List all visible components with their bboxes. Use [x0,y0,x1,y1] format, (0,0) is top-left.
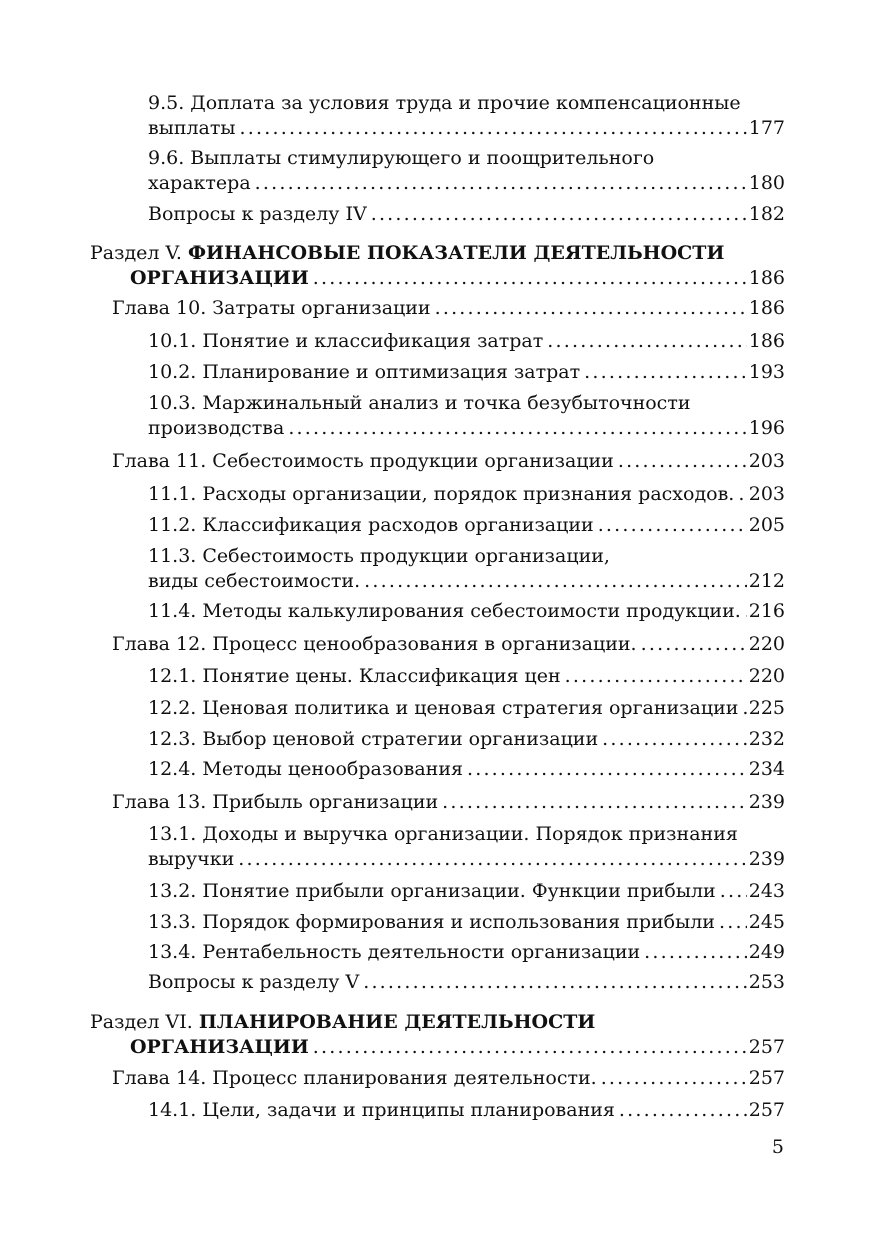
dot-leader [641,632,747,657]
toc-section-heading [90,241,785,291]
dot-leader [442,790,747,815]
toc-entry [148,482,785,507]
dot-leader [547,329,746,354]
toc-chapter [112,790,785,815]
toc-entry-title: 11.2. Классификация расходов организации [148,514,594,536]
dot-leader [644,940,747,965]
toc-page-number: 216 [748,600,785,622]
dot-leader [618,449,747,474]
toc-chapter [112,1066,785,1091]
toc-entry [148,360,785,385]
toc-entry-title-line1: 9.6. Выплаты стимулирующего и поощрительного [148,147,655,169]
dot-leader [584,360,747,385]
toc-page-number: 186 [748,297,785,319]
section-title-line1: ФИНАНСОВЫЕ ПОКАЗАТЕЛИ ДЕЯТЕЛЬНОСТИ [188,242,725,264]
toc-entry [148,664,785,689]
toc-entry-title: 14.1. Цели, задачи и принципы планирования [148,1099,615,1121]
toc-entry-title: Глава 12. Процесс ценообразования в организации. [112,633,637,655]
dot-leader [240,116,747,141]
toc-entry-title: 13.3. Порядок формирования и использования прибыли [148,911,715,933]
toc-page-number: 257 [748,1067,785,1089]
toc-page-number: 186 [748,330,785,352]
toc-page-number: 220 [748,665,785,687]
toc-entry [148,910,785,935]
toc-page-number: 239 [748,848,785,870]
toc-entry [148,544,785,594]
toc-entry-title: виды себестоимости. [148,570,361,592]
dot-leader [742,696,746,721]
toc-entry-title-line1: 9.5. Доплата за условия труда и прочие компенсационные [148,92,741,114]
dot-leader [745,599,747,624]
toc-entry [148,727,785,752]
page-number: 5 [771,1136,784,1158]
toc-page-number: 243 [748,880,785,902]
dot-leader [371,202,747,227]
toc-page-number: 193 [748,361,785,383]
toc-entry [148,146,785,196]
dot-leader [719,910,747,935]
dot-leader [565,664,747,689]
toc-entry-title: характера [148,172,251,194]
toc-page-number: 234 [748,758,785,780]
toc-entry [148,1098,785,1123]
section-title-line1: ПЛАНИРОВАНИЕ ДЕЯТЕЛЬНОСТИ [198,1011,596,1033]
toc-entry [148,599,785,624]
toc-page-number: 220 [748,633,785,655]
toc-entry-title: 10.2. Планирование и оптимизация затрат [148,361,581,383]
toc-entry [148,757,785,782]
toc-entry-title-line1: 11.3. Себестоимость продукции организации, [148,545,610,567]
toc-entry-title: Вопросы к разделу IV [148,203,367,225]
toc-page-number: 205 [748,514,785,536]
toc-page-number: 253 [748,971,785,993]
toc-entry-title: выплаты [148,117,236,139]
dot-leader [738,482,746,507]
toc-page-number: 225 [748,697,785,719]
toc-entry [148,879,785,904]
toc-entry-title-line1: 13.1. Доходы и выручка организации. Порядок признания [148,823,738,845]
toc-entry-title: 12.3. Выбор ценовой стратегии организации [148,728,599,750]
section-prefix: Раздел VI. [90,1011,199,1033]
toc-entry [148,822,785,872]
dot-leader [255,171,747,196]
toc-page-number: 257 [748,1036,785,1058]
toc-entry-title: 13.4. Рентабельность деятельности организации [148,941,641,963]
dot-leader [313,266,747,291]
toc-entry-title: Глава 10. Затраты организации [112,297,431,319]
toc-entry [148,202,785,227]
toc-chapter [112,632,785,657]
toc-page-number: 249 [748,941,785,963]
toc-entry-title: производства [148,417,285,439]
toc-page-number: 257 [748,1099,785,1121]
toc-page-number: 186 [748,267,785,289]
toc-page-number: 196 [748,417,785,439]
toc-page-number: 245 [748,911,785,933]
dot-leader [467,757,747,782]
toc-chapter [112,449,785,474]
dot-leader [288,416,746,441]
toc-entry [148,329,785,354]
toc-entry [148,91,785,141]
toc-entry-title-line1: 10.3. Маржинальный анализ и точка безубыточности [148,392,691,414]
dot-leader [364,569,747,594]
section-title: ОРГАНИЗАЦИИ [130,267,309,289]
toc-entry [148,391,785,441]
toc-entry-title: 12.2. Ценовая политика и ценовая стратегия организации [148,697,739,719]
dot-leader [313,1035,747,1060]
toc-entry-title: Глава 11. Себестоимость продукции организации [112,450,614,472]
toc-entry-title: 12.4. Методы ценообразования [148,758,463,780]
toc-entry [148,696,785,721]
dot-leader [238,847,746,872]
toc-entry-title: 13.2. Понятие прибыли организации. Функции прибыли [148,880,716,902]
toc-entry-title: Глава 14. Процесс планирования деятельности. [112,1067,597,1089]
toc-page-number: 177 [748,117,785,139]
toc-entry-title: Глава 13. Прибыль организации [112,791,439,813]
toc-entry-title: выручки [148,848,235,870]
toc-section-heading [90,1010,785,1060]
toc-entry [148,970,785,995]
section-prefix: Раздел V. [90,242,189,264]
dot-leader [601,1066,747,1091]
toc-page-number: 232 [748,728,785,750]
toc-page-number: 180 [748,172,785,194]
dot-leader [598,513,747,538]
toc-entry-title: 10.1. Понятие и классификация затрат [148,330,544,352]
toc-page-number: 239 [748,791,785,813]
section-title: ОРГАНИЗАЦИИ [130,1036,309,1058]
dot-leader [720,879,747,904]
dot-leader [602,727,747,752]
toc-page-number: 182 [748,203,785,225]
toc-entry-title: 11.4. Методы калькулирования себестоимости продукции. [148,600,741,622]
toc-page-number: 212 [748,570,785,592]
dot-leader [619,1098,747,1123]
toc-page-number: 203 [748,483,785,505]
toc-entry [148,940,785,965]
toc-page-number: 203 [748,450,785,472]
toc-entry-title: Вопросы к разделу V [148,971,360,993]
toc-entry-title: 11.1. Расходы организации, порядок признания расходов. [148,483,735,505]
dot-leader [435,296,747,321]
toc-entry-title: 12.1. Понятие цены. Классификация цен [148,665,561,687]
dot-leader [363,970,747,995]
toc-chapter [112,296,785,321]
toc-entry [148,513,785,538]
